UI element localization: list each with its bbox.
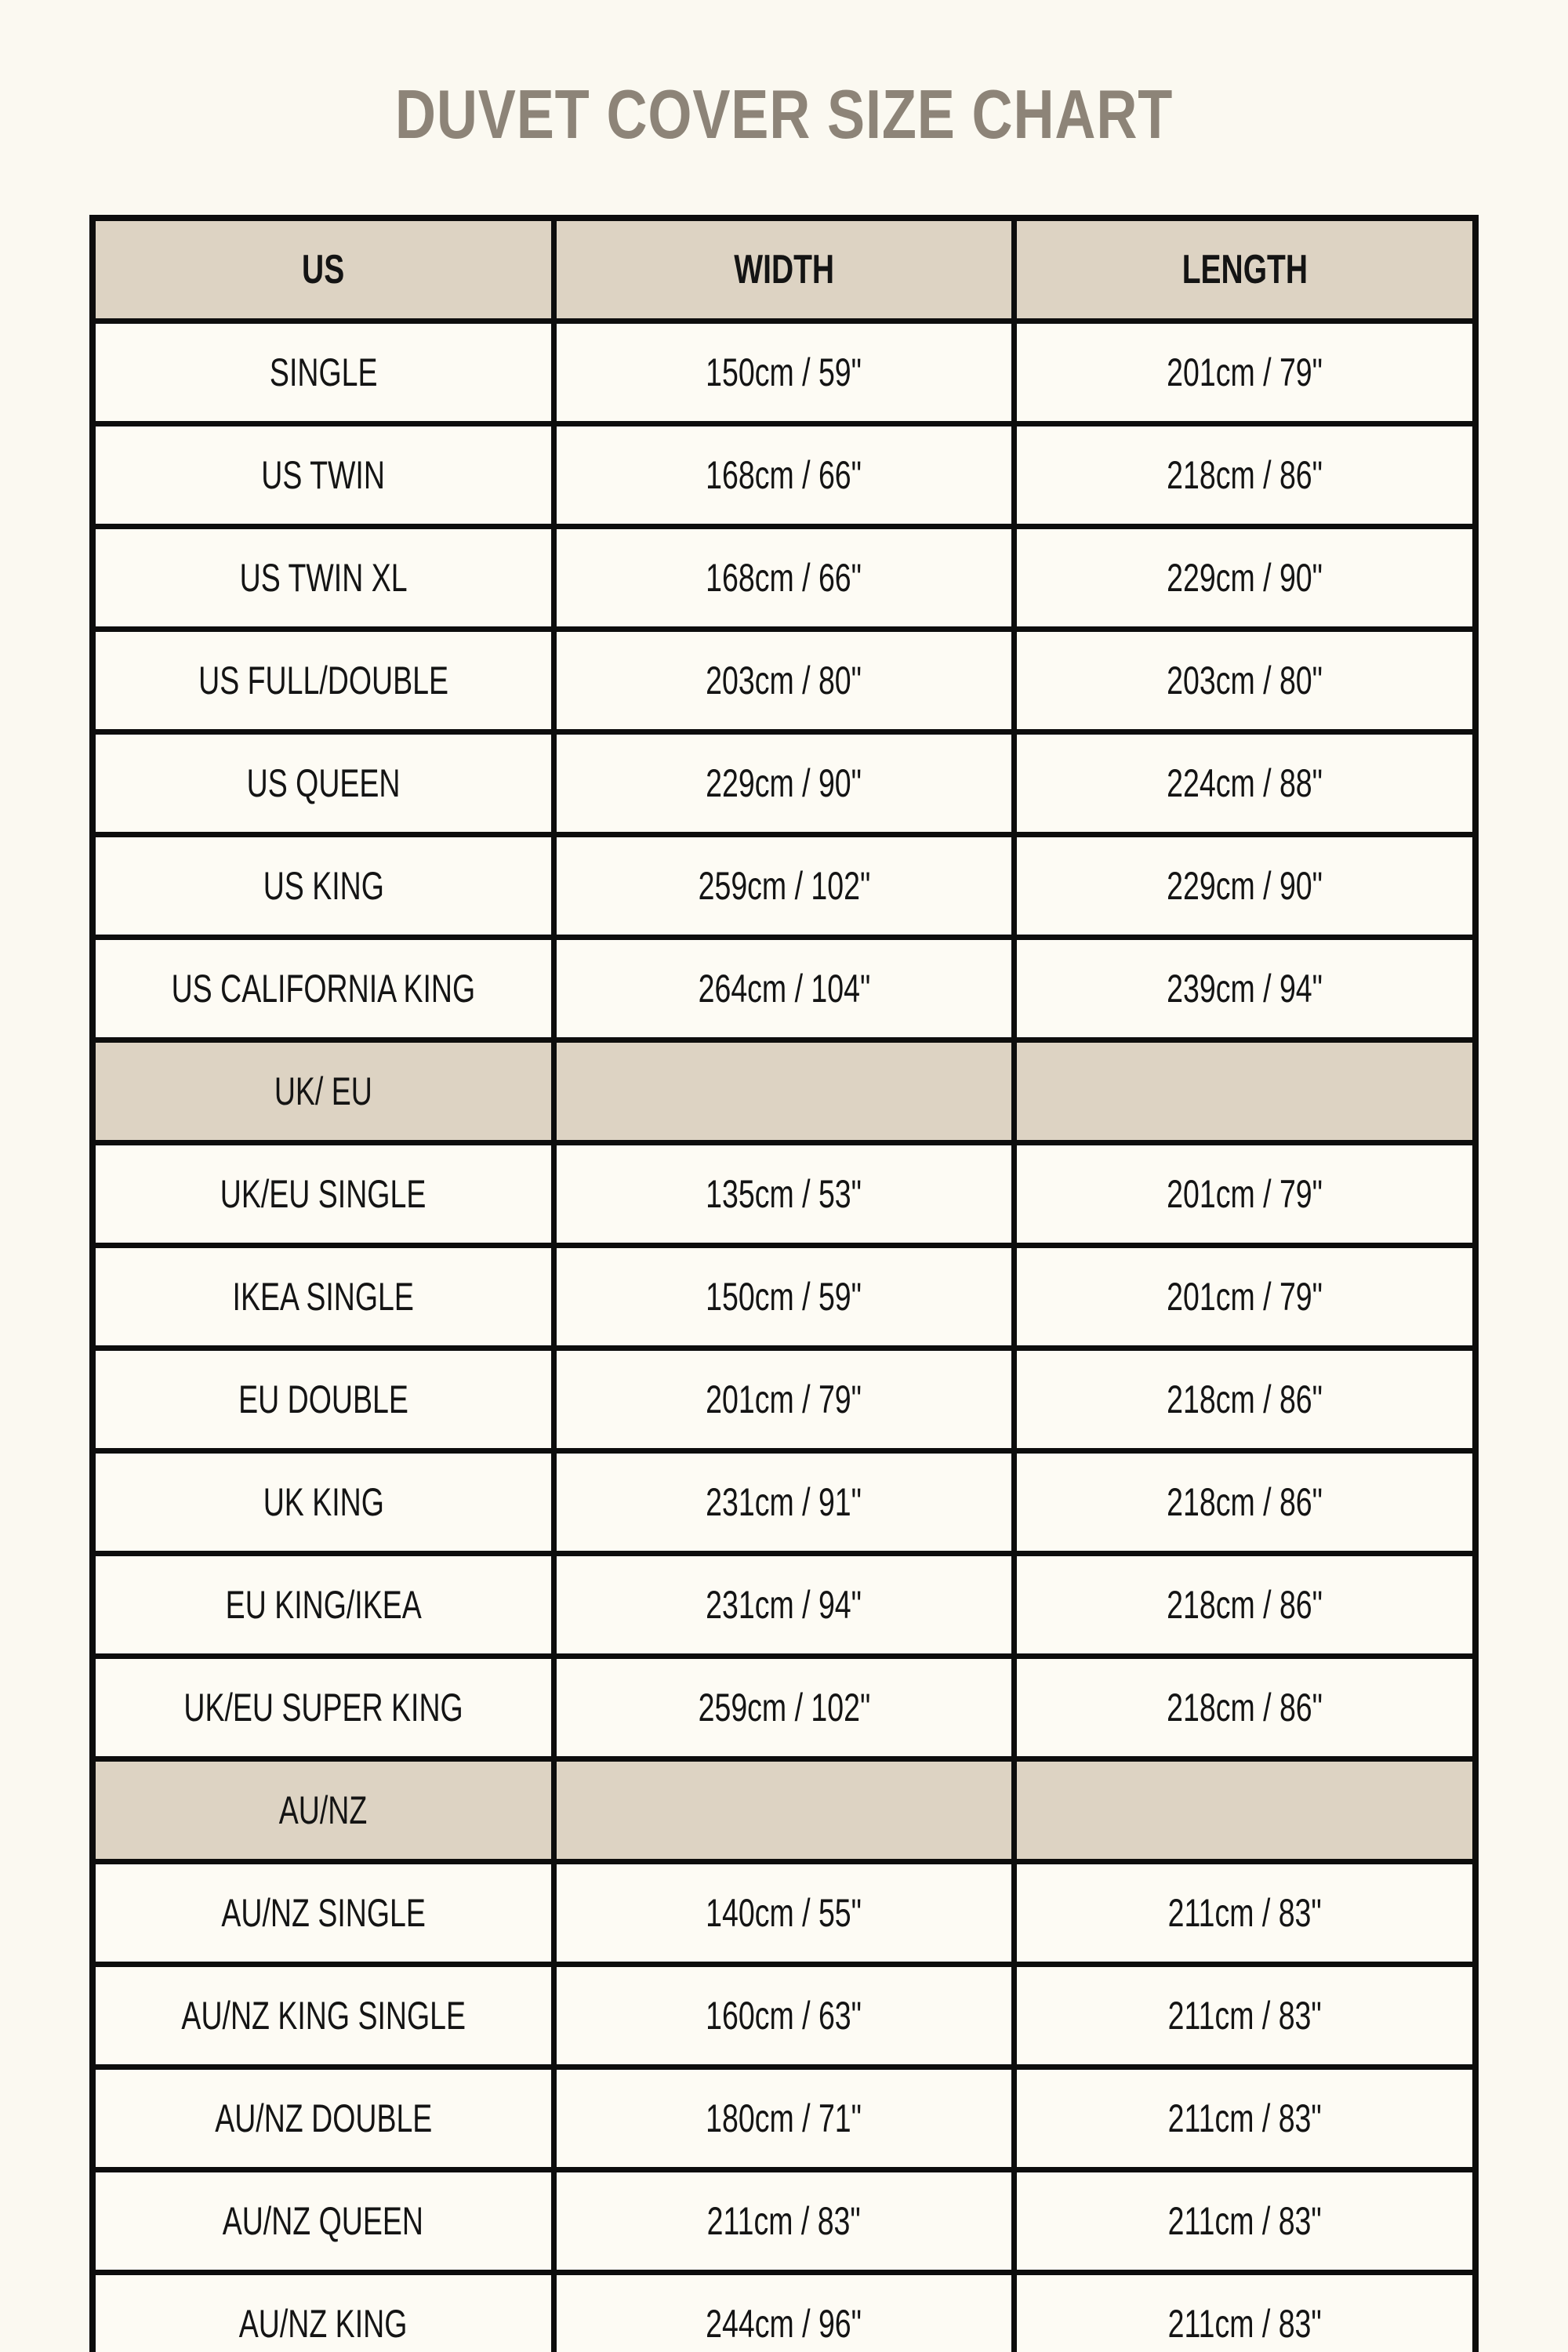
- cell-size: AU/NZ: [93, 1759, 554, 1862]
- cell-length: 211cm / 83": [1014, 2170, 1475, 2273]
- cell-length: 201cm / 79": [1014, 1143, 1475, 1246]
- cell-size: AU/NZ SINGLE: [93, 1862, 554, 1965]
- cell-width: 259cm / 102": [554, 1657, 1014, 1759]
- cell-width: [554, 1759, 1014, 1862]
- cell-length: 224cm / 88": [1014, 732, 1475, 835]
- section-row-uk-eu: [93, 1040, 1475, 1143]
- table-row: [93, 2170, 1475, 2273]
- cell-size: AU/NZ DOUBLE: [93, 2067, 554, 2170]
- cell-width: 231cm / 91": [554, 1451, 1014, 1554]
- cell-size: EU KING/IKEA: [93, 1554, 554, 1657]
- cell-width: 231cm / 94": [554, 1554, 1014, 1657]
- page-title-text: DUVET COVER SIZE CHART: [394, 75, 1174, 153]
- cell-size: AU/NZ KING SINGLE: [93, 1965, 554, 2067]
- table-row: [93, 321, 1475, 424]
- cell-size: US KING: [93, 835, 554, 938]
- cell-width: 140cm / 55": [554, 1862, 1014, 1965]
- table-row: [93, 1451, 1475, 1554]
- cell-size: US FULL/DOUBLE: [93, 630, 554, 732]
- column-header-length: LENGTH: [1014, 218, 1475, 321]
- table-row: [93, 630, 1475, 732]
- cell-width: 229cm / 90": [554, 732, 1014, 835]
- cell-length: 211cm / 83": [1014, 1965, 1475, 2067]
- cell-width: 168cm / 66": [554, 527, 1014, 630]
- table-row: [93, 1862, 1475, 1965]
- cell-width: 244cm / 96": [554, 2273, 1014, 2352]
- cell-size: UK/EU SUPER KING: [93, 1657, 554, 1759]
- cell-size: UK KING: [93, 1451, 554, 1554]
- cell-length: 218cm / 86": [1014, 1554, 1475, 1657]
- table-row: [93, 835, 1475, 938]
- cell-size: US TWIN XL: [93, 527, 554, 630]
- cell-length: 218cm / 86": [1014, 1451, 1475, 1554]
- cell-width: 203cm / 80": [554, 630, 1014, 732]
- column-header-width: WIDTH: [554, 218, 1014, 321]
- page-title: [0, 0, 1568, 153]
- cell-size: SINGLE: [93, 321, 554, 424]
- cell-size: UK/EU SINGLE: [93, 1143, 554, 1246]
- cell-width: 259cm / 102": [554, 835, 1014, 938]
- cell-length: [1014, 1759, 1475, 1862]
- cell-length: 229cm / 90": [1014, 527, 1475, 630]
- table-row: [93, 732, 1475, 835]
- table-row: [93, 1143, 1475, 1246]
- table-row: [93, 527, 1475, 630]
- cell-length: 218cm / 86": [1014, 1657, 1475, 1759]
- table-row: [93, 1348, 1475, 1451]
- cell-length: 201cm / 79": [1014, 321, 1475, 424]
- table-body: [93, 321, 1475, 2352]
- cell-length: 211cm / 83": [1014, 2067, 1475, 2170]
- cell-length: 211cm / 83": [1014, 2273, 1475, 2352]
- cell-width: 150cm / 59": [554, 1246, 1014, 1348]
- cell-width: 150cm / 59": [554, 321, 1014, 424]
- cell-width: 160cm / 63": [554, 1965, 1014, 2067]
- cell-size: UK/ EU: [93, 1040, 554, 1143]
- cell-length: [1014, 1040, 1475, 1143]
- cell-size: AU/NZ KING: [93, 2273, 554, 2352]
- cell-size: US TWIN: [93, 424, 554, 527]
- cell-width: 168cm / 66": [554, 424, 1014, 527]
- cell-size: IKEA SINGLE: [93, 1246, 554, 1348]
- table-row: [93, 424, 1475, 527]
- cell-size: AU/NZ QUEEN: [93, 2170, 554, 2273]
- cell-length: 239cm / 94": [1014, 938, 1475, 1040]
- table-row: [93, 1246, 1475, 1348]
- cell-length: 203cm / 80": [1014, 630, 1475, 732]
- cell-width: 135cm / 53": [554, 1143, 1014, 1246]
- cell-width: 180cm / 71": [554, 2067, 1014, 2170]
- table-header: [93, 218, 1475, 321]
- cell-width: 201cm / 79": [554, 1348, 1014, 1451]
- cell-length: 218cm / 86": [1014, 1348, 1475, 1451]
- table-row: [93, 938, 1475, 1040]
- table-row: [93, 1657, 1475, 1759]
- table-row: [93, 1554, 1475, 1657]
- size-chart-table: [89, 215, 1479, 2352]
- table-row: [93, 1965, 1475, 2067]
- cell-length: 218cm / 86": [1014, 424, 1475, 527]
- cell-length: 201cm / 79": [1014, 1246, 1475, 1348]
- cell-width: 211cm / 83": [554, 2170, 1014, 2273]
- table-row: [93, 2273, 1475, 2352]
- cell-length: 229cm / 90": [1014, 835, 1475, 938]
- cell-length: 211cm / 83": [1014, 1862, 1475, 1965]
- header-row: [93, 218, 1475, 321]
- column-header-us: US: [93, 218, 554, 321]
- cell-size: EU DOUBLE: [93, 1348, 554, 1451]
- cell-width: [554, 1040, 1014, 1143]
- cell-size: US CALIFORNIA KING: [93, 938, 554, 1040]
- section-row-au-nz: [93, 1759, 1475, 1862]
- table-row: [93, 2067, 1475, 2170]
- cell-width: 264cm / 104": [554, 938, 1014, 1040]
- cell-size: US QUEEN: [93, 732, 554, 835]
